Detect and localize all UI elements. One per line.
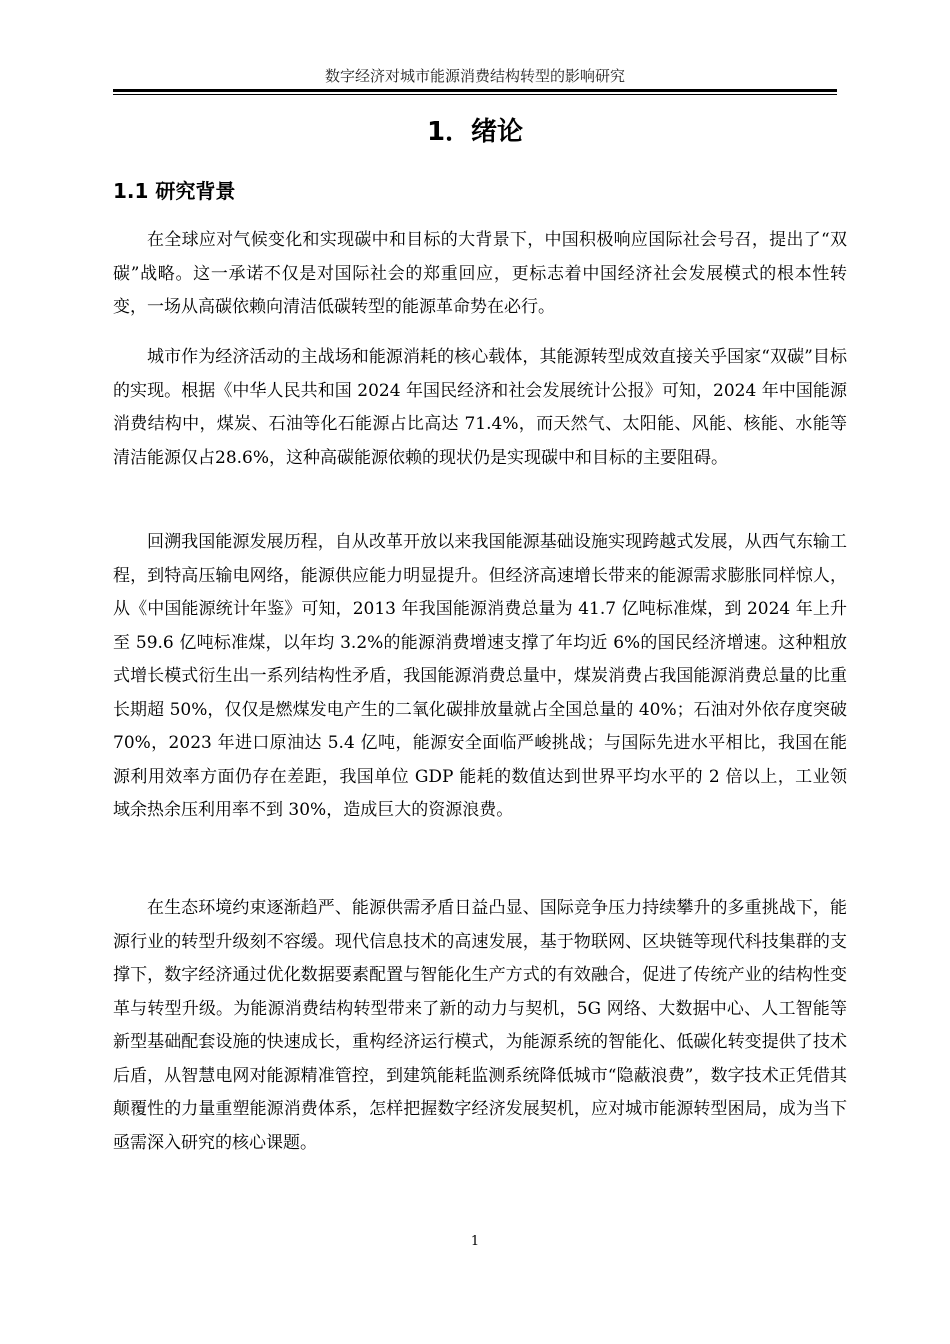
header-rule-thick	[113, 89, 837, 92]
body-paragraph-4: 在生态环境约束逐渐趋严、能源供需矛盾日益凸显、国际竞争压力持续攀升的多重挑战下，能源行业的转型升级刻不容缓。现代信息技术的高速发展，基于物联网、区块链等现代科技集群的支撑下，数字经济通过优化数据要素配置与智能化生产方式的有效融合，促进了传统产业的结构性变革与转型升级。为能源消费结构转型带来了新的动力与契机，5G 网络、大数据中心、人工智能等新型基础配套设施的快速成长，重构经济运行模式，为能源系统的智能化、低碳化转变提供了技术后盾，从智慧电网对能源精准管控，到建筑能耗监测系统降低城市“隐蔽浪费”，数字技术正凭借其颠覆性的力量重塑能源消费体系，怎样把握数字经济发展契机，应对城市能源转型困局，成为当下亟需深入研究的核心课题。	[113, 898, 847, 1153]
header-rule-thin	[113, 94, 837, 95]
body-paragraph-1: 在全球应对气候变化和实现碳中和目标的大背景下，中国积极响应国际社会号召，提出了“双碳”战略。这一承诺不仅是对国际社会的郑重回应，更标志着中国经济社会发展模式的根本性转变，一场从高碳依赖向清洁低碳转型的能源革命势在必行。	[113, 230, 847, 317]
chapter-title: 1．绪论	[426, 117, 524, 147]
body-paragraph-3: 回溯我国能源发展历程，自从改革开放以来我国能源基础设施实现跨越式发展，从西气东输工程，到特高压输电网络，能源供应能力明显提升。但经济高速增长带来的能源需求膨胀同样惊人，从《中国能源统计年鉴》可知，2013 年我国能源消费总量为 41.7 亿吨标准煤，到 2024 年上升至 59.6 亿吨标准煤，以年均 3.2%的能源消费增速支撑了年均近 6%的国民经济增速。这种粗放式增长模式衍生出一系列结构性矛盾，我国能源消费总量中，煤炭消费占我国能源消费总量的比重长期超 50%，仅仅是燃煤发电产生的二氧化碳排放量就占全国总量的 40%；石油对外依存度突破 70%，2023 年进口原油达 5.4 亿吨，能源安全面临严峻挑战；与国际先进水平相比，我国在能源利用效率方面仍存在差距，我国单位 GDP 能耗的数值达到世界平均水平的 2 倍以上，工业领域余热余压利用率不到 30%，造成巨大的资源浪费。	[113, 532, 847, 820]
section-title: 1.1 研究背景	[113, 179, 236, 203]
body-paragraph-2: 城市作为经济活动的主战场和能源消耗的核心载体，其能源转型成效直接关乎国家“双碳”目标的实现。根据《中华人民共和国 2024 年国民经济和社会发展统计公报》可知，2024 年中国能源消费结构中，煤炭、石油等化石能源占比高达 71.4%，而天然气、太阳能、风能、核能、水能等清洁能源仅占28.6%，这种高碳能源依赖的现状仍是实现碳中和目标的主要阻碍。	[113, 347, 847, 468]
running-header-title: 数字经济对城市能源消费结构转型的影响研究	[324, 67, 625, 85]
page-number: 1	[470, 1234, 480, 1249]
